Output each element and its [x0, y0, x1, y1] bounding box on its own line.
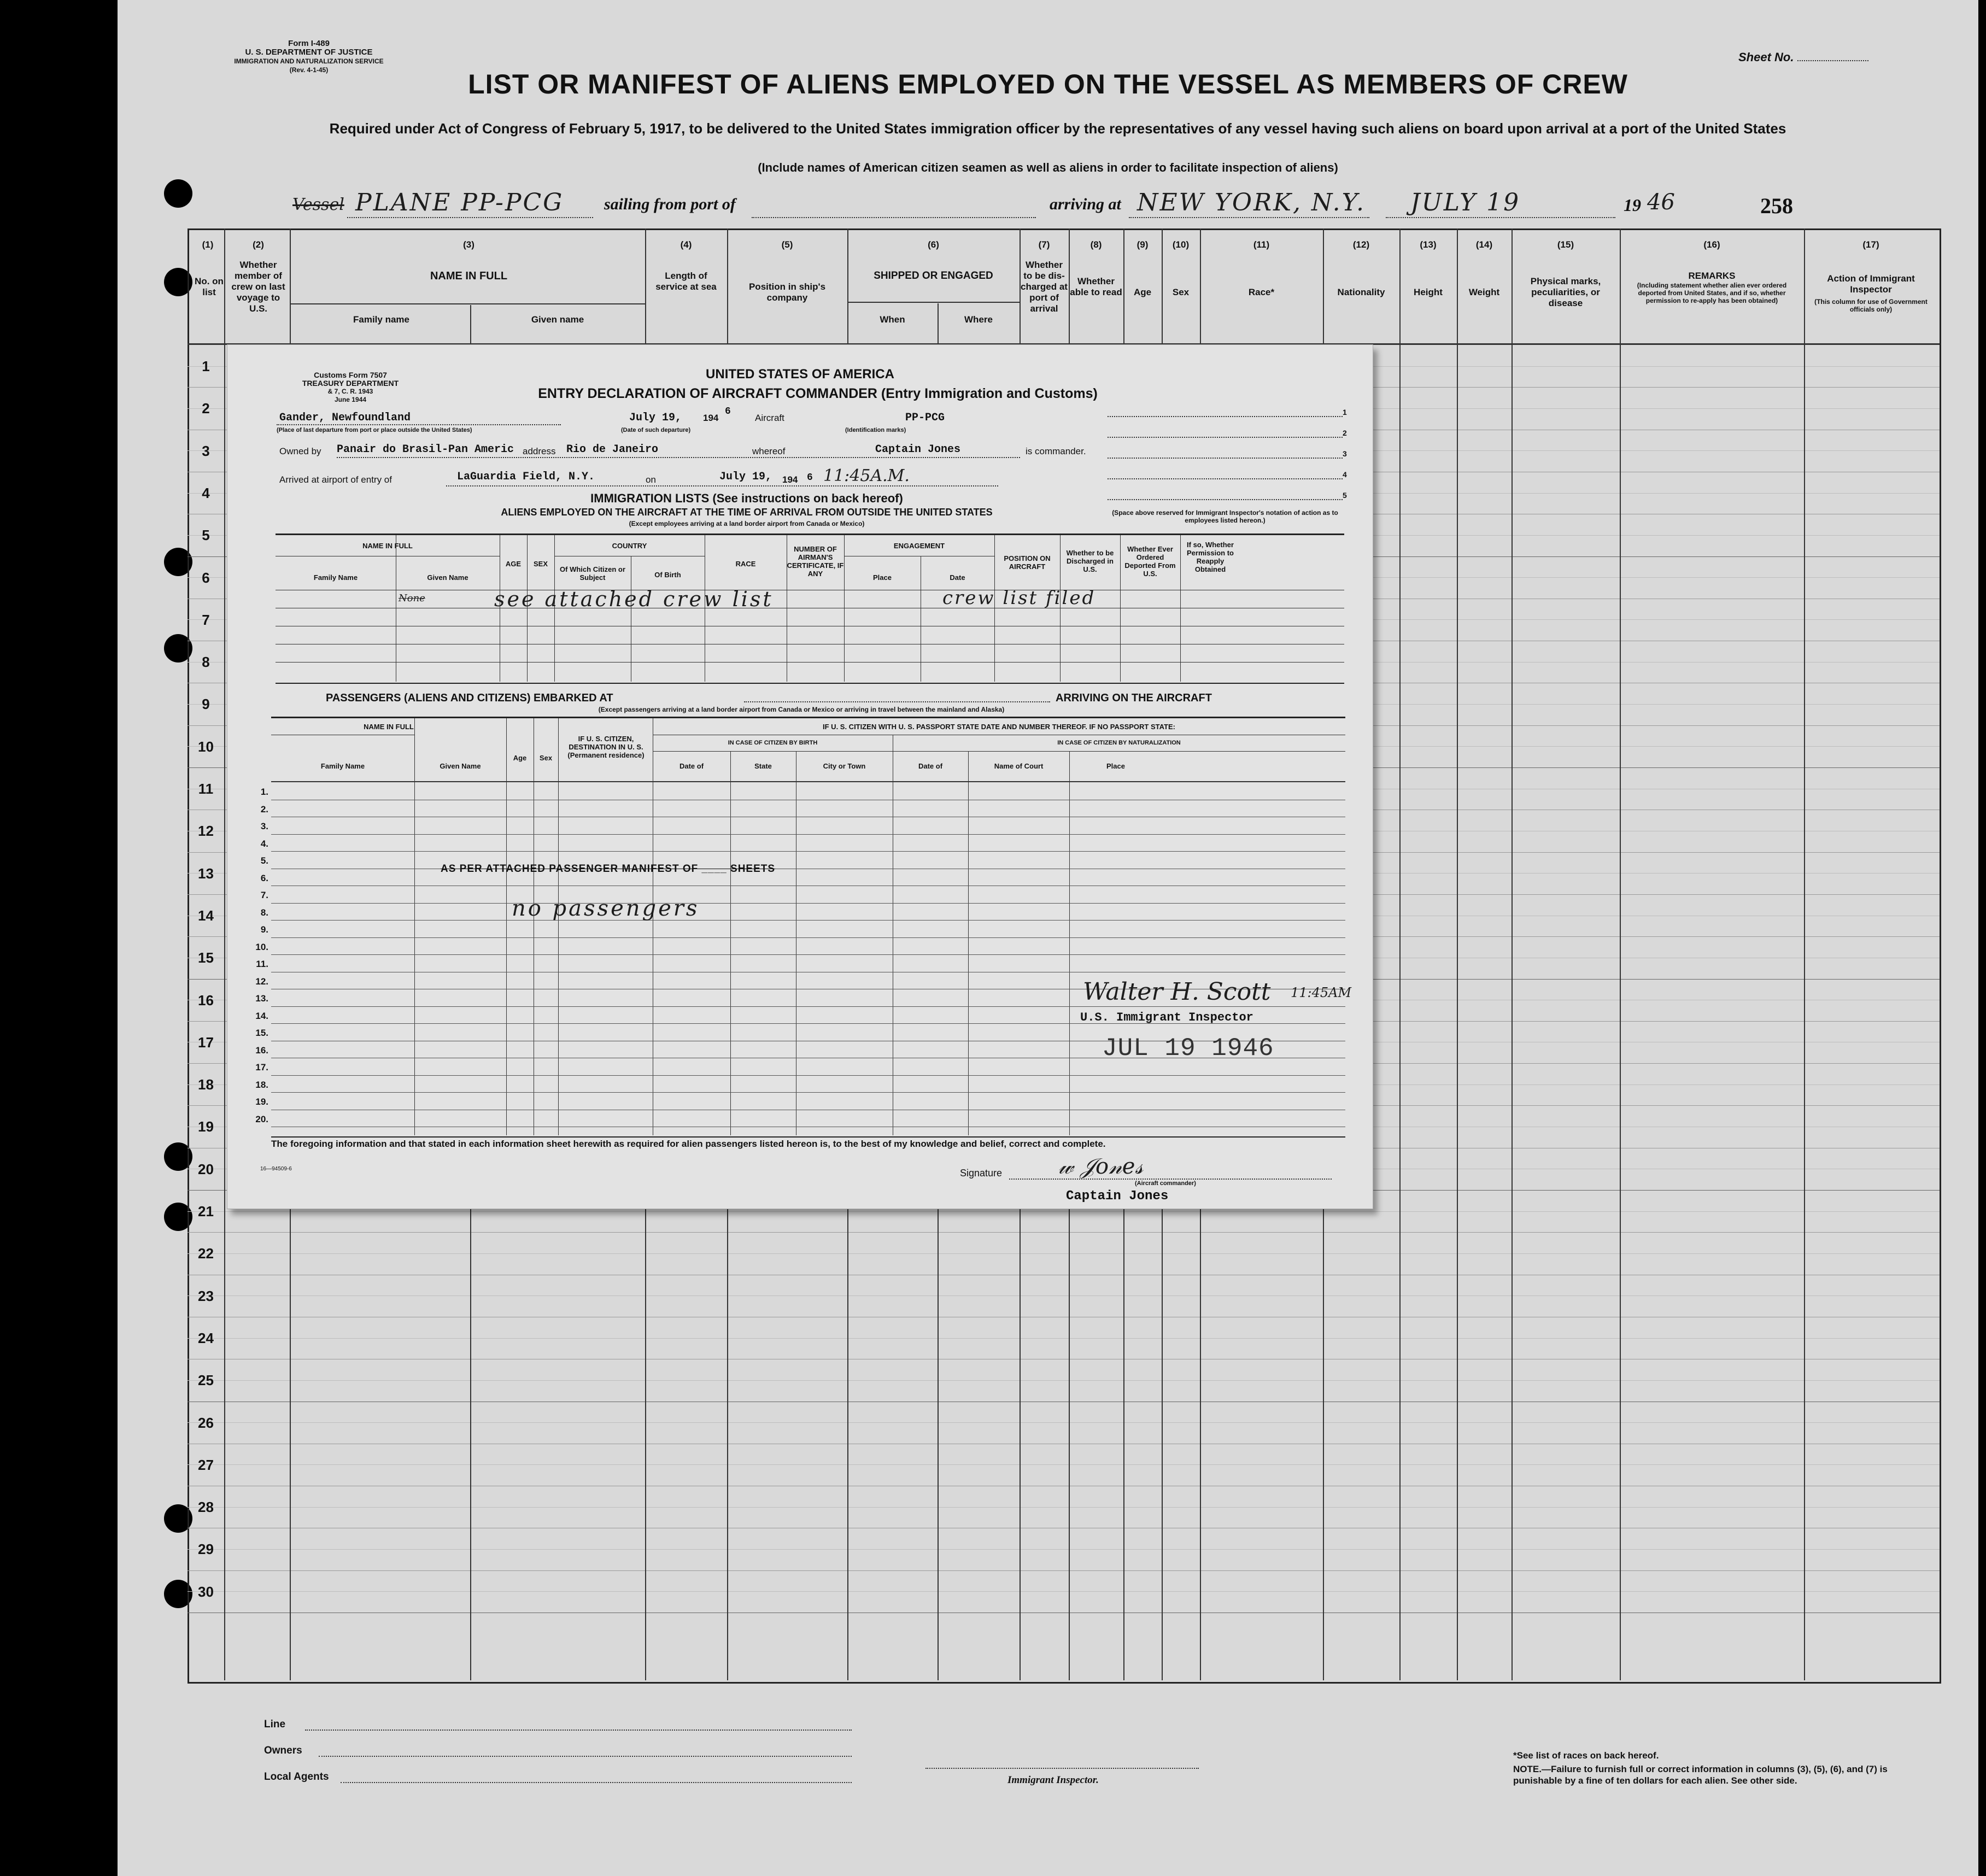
row-number: 9: [202, 696, 210, 712]
pass-th-name: NAME IN FULL: [364, 723, 414, 731]
passenger-row-number: 6.: [260, 873, 268, 883]
col-line: [1457, 228, 1458, 1680]
row-subruling: [188, 1464, 1940, 1465]
footer-owners-label: Owners: [264, 1745, 302, 1756]
passenger-row-number: 15.: [255, 1028, 268, 1038]
col-hdr-6a: When: [880, 314, 905, 325]
row-number: 21: [198, 1203, 214, 1220]
col-hdr-7: Whether to be dis-charged at port of arrival: [1021, 260, 1068, 314]
pass-th-naturalization: IN CASE OF CITIZEN BY NATURALIZATION: [1057, 740, 1181, 746]
crew-th-discharged: Whether to be Discharged in U.S.: [1066, 549, 1114, 573]
pass-th-family: Family Name: [320, 762, 365, 770]
row-subruling: [188, 1507, 1940, 1508]
passenger-row-number: 3.: [260, 821, 268, 831]
aircraft-value: PP-PCG: [905, 412, 945, 424]
cfr: & 7, C. R. 1943: [327, 388, 373, 395]
passenger-row-number: 9.: [260, 924, 268, 935]
passenger-row-number: 5.: [260, 855, 268, 866]
row-number: 5: [202, 527, 210, 543]
side-num-3: 3: [1343, 449, 1347, 458]
row-number: 1: [202, 358, 210, 374]
arrived-year: 194: [782, 474, 798, 485]
crew-row-line: [276, 662, 1344, 663]
shipped-subheader-line: [847, 302, 1020, 303]
row-number: 26: [198, 1415, 214, 1431]
row-number: 24: [198, 1330, 214, 1346]
crew-table: [276, 534, 1344, 684]
row-subruling: [188, 1211, 1940, 1212]
row-number: 27: [198, 1457, 214, 1473]
col-num-1: (1): [202, 239, 214, 250]
entry-declaration-insert: [227, 344, 1373, 1209]
arrived-value: LaGuardia Field, N.Y.: [457, 471, 595, 483]
crew-strike: None: [399, 593, 425, 604]
commander-value: Captain Jones: [875, 443, 961, 456]
col-line: [1620, 228, 1621, 1680]
col-line: [224, 228, 225, 1680]
row-ruling: [188, 1232, 1940, 1233]
arrived-label: Arrived at airport of entry of: [279, 474, 392, 485]
col-hdr-17-note: (This column for use of Government officials only): [1814, 298, 1928, 313]
owned-by-label: Owned by: [279, 446, 321, 456]
side-num-5: 5: [1343, 491, 1347, 500]
row-number: 29: [198, 1541, 214, 1557]
sheet-no-label: Sheet No.: [1738, 50, 1794, 64]
col-num-15: (15): [1557, 239, 1574, 250]
col-hdr-17: Action of Immigrant Inspector: [1827, 273, 1915, 295]
passenger-row-number: 7.: [260, 890, 268, 900]
inspector-title: U.S. Immigrant Inspector: [1080, 1011, 1253, 1024]
row-number: 28: [198, 1499, 214, 1515]
row-number: 7: [202, 612, 210, 628]
side-num-4: 4: [1343, 470, 1347, 479]
footer-line-underline: [305, 1730, 852, 1731]
passenger-row-number: 14.: [255, 1011, 268, 1021]
reserved-line: [1108, 437, 1343, 438]
year-value: 46: [1647, 190, 1675, 215]
crew-th-country: COUNTRY: [612, 542, 647, 550]
col-num-5: (5): [781, 239, 793, 250]
col-line: [1399, 228, 1401, 1680]
arriving-value: NEW YORK, N.Y.: [1137, 189, 1366, 216]
crew-th-reapply: If so, Whether Permission to Reapply Obtained: [1187, 541, 1234, 573]
crew-th-engagement: ENGAGEMENT: [893, 542, 945, 550]
on-label: on: [646, 474, 656, 485]
col-num-16: (16): [1703, 239, 1720, 250]
passenger-row-line: [271, 937, 1345, 938]
row-number: 10: [198, 738, 214, 755]
passenger-row-number: 4.: [260, 839, 268, 849]
reserved-line: [1108, 499, 1343, 500]
passenger-rows: [255, 782, 1345, 1132]
passengers-except: (Except passengers arriving at a land border airport from Canada or Mexico or arriving in travel between the mainland and Alaska): [598, 706, 1005, 713]
row-number: 2: [202, 400, 210, 417]
row-number: 6: [202, 570, 210, 586]
col-hdr-5: Position in ship's company: [748, 282, 826, 303]
reserved-line: [1108, 416, 1343, 417]
address-value: Rio de Janeiro: [566, 443, 659, 456]
passenger-row-line: [271, 954, 1345, 955]
col-hdr-16-note: (Including statement whether alien ever ordered deported from United States, and if so, whether permission to re-apply has been obtained): [1637, 282, 1787, 304]
row-subruling: [188, 1422, 1940, 1423]
col-hdr-3: NAME IN FULL: [430, 270, 508, 282]
row-number: 22: [198, 1245, 214, 1262]
side-num-2: 2: [1343, 429, 1347, 437]
manifest-page: [118, 0, 1978, 1876]
struck-text: AS PER ATTACHED PASSENGER MANIFEST OF ____ SHEETS: [441, 863, 776, 875]
passenger-row-number: 2.: [260, 804, 268, 814]
signature-underline: [1009, 1179, 1332, 1180]
footer: [188, 1680, 1940, 1844]
name-subheader-line: [290, 303, 645, 304]
pass-th-passport: IF U. S. CITIZEN WITH U. S. PASSPORT STATE DATE AND NUMBER THEREOF. IF NO PASSPORT STATE:: [823, 723, 1175, 731]
row-number: 15: [198, 949, 214, 966]
insert-country: UNITED STATES OF AMERICA: [706, 367, 894, 382]
col-line: [1512, 228, 1513, 1680]
passenger-row-number: 13.: [255, 993, 268, 1004]
signature-caption: (Aircraft commander): [1135, 1180, 1196, 1187]
col-num-8: (8): [1090, 239, 1102, 250]
inspector-time: 11:45AM: [1291, 985, 1352, 1000]
place-caption: (Place of last departure from port or place outside the United States): [277, 427, 472, 433]
passenger-row-line: [271, 920, 1345, 921]
place-of-departure: Gander, Newfoundland: [279, 412, 411, 424]
aircraft-label: Aircraft: [755, 413, 784, 423]
row-number: 23: [198, 1288, 214, 1304]
row-number: 20: [198, 1161, 214, 1177]
footer-line-label: Line: [264, 1719, 286, 1730]
col-num-2: (2): [253, 239, 264, 250]
col-hdr-9: Age: [1133, 287, 1152, 297]
passenger-row-line: [271, 1006, 1345, 1007]
crew-th-family: Family Name: [313, 573, 358, 582]
col-hdr-6b: Where: [964, 314, 993, 325]
col-hdr-2: Whether member of crew on last voyage to U.S.: [231, 260, 285, 314]
crew-th-cert: NUMBER OF AIRMAN'S CERTIFICATE, IF ANY: [787, 545, 844, 578]
side-num-1: 1: [1343, 408, 1347, 417]
passenger-row-line: [271, 834, 1345, 835]
passengers-arriving: ARRIVING ON THE AIRCRAFT: [1056, 692, 1212, 704]
passengers-title: PASSENGERS (ALIENS AND CITIZENS) EMBARKED AT: [326, 692, 613, 704]
col-num-11: (11): [1253, 239, 1270, 250]
aliens-except: (Except employees arriving at a land border airport from Canada or Mexico): [629, 520, 865, 527]
col-hdr-3a: Family name: [353, 314, 409, 325]
col-line: [1804, 228, 1805, 1680]
crew-th-citizen: Of Which Citizen or Subject: [560, 565, 625, 582]
passenger-row-number: 8.: [260, 907, 268, 918]
col-hdr-12: Nationality: [1337, 287, 1385, 297]
inspector-underline: [925, 1768, 1199, 1769]
col-num-3: (3): [463, 239, 474, 250]
year-departure: 194: [703, 413, 719, 423]
col-num-6: (6): [928, 239, 939, 250]
col-hdr-16: REMARKS: [1688, 271, 1736, 281]
vessel-value: PLANE PP-PCG: [355, 189, 564, 216]
form-id: Form I-489: [288, 39, 330, 48]
service: IMMIGRATION AND NATURALIZATION SERVICE: [234, 57, 384, 65]
col-hdr-1: No. on list: [195, 276, 224, 297]
aircraft-caption: (Identification marks): [845, 427, 906, 433]
col-num-10: (10): [1172, 239, 1190, 250]
sailing-label: sailing from port of: [604, 195, 736, 213]
col-hdr-15: Physical marks, peculiarities, or disease: [1530, 276, 1601, 308]
crew-th-name: NAME IN FULL: [362, 542, 413, 550]
row-subruling: [188, 1295, 1940, 1296]
is-commander: is commander.: [1026, 446, 1086, 456]
crew-th-sex: SEX: [533, 560, 548, 568]
department: U. S. DEPARTMENT OF JUSTICE: [245, 48, 373, 57]
row-subruling: [188, 1253, 1940, 1254]
row-ruling: [188, 1570, 1940, 1571]
passenger-row-number: 1.: [260, 787, 268, 797]
footer-agents-label: Local Agents: [264, 1771, 329, 1783]
page-title: LIST OR MANIFEST OF ALIENS EMPLOYED ON THE VESSEL AS MEMBERS OF CREW: [468, 69, 1628, 99]
row-numbers: [188, 0, 224, 1876]
owned-underline: [337, 457, 1020, 458]
passenger-row-number: 18.: [255, 1080, 268, 1090]
crew-th-place: Place: [873, 573, 892, 582]
subtitle-note: (Include names of American citizen seamen as well as aliens in order to facilitate inspection of aliens): [758, 161, 1338, 174]
year-departure-digit: 6: [725, 406, 731, 417]
crew-th-age: AGE: [505, 560, 522, 568]
year-prefix: 19: [1624, 195, 1641, 215]
row-number: 4: [202, 485, 210, 501]
pass-th-age: Age: [513, 754, 527, 762]
arriving-label: arriving at: [1050, 195, 1121, 213]
row-subruling: [188, 1591, 1940, 1592]
crew-handwritten2: crew list filed: [942, 587, 1096, 609]
crew-th-position: POSITION ON AIRCRAFT: [1004, 554, 1051, 571]
arrived-underline: [446, 485, 998, 486]
passenger-row-number: 16.: [255, 1045, 268, 1056]
row-number: 11: [198, 781, 214, 797]
crew-th-date: Date: [950, 573, 965, 582]
passenger-row-line: [271, 1092, 1345, 1093]
pass-th-sex: Sex: [539, 754, 553, 762]
col-num-4: (4): [680, 239, 692, 250]
june: June 1944: [334, 396, 367, 403]
passenger-row-number: 19.: [255, 1097, 268, 1107]
col-num-17: (17): [1862, 239, 1879, 250]
row-subruling: [188, 1380, 1940, 1381]
passenger-row-line: [271, 1075, 1345, 1076]
foregoing: The foregoing information and that stated in each information sheet herewith as required for alien passengers listed hereon is, to the best of my knowledge and belief, correct and complete.: [271, 1139, 1106, 1149]
col-num-7: (7): [1038, 239, 1050, 250]
col-hdr-4: Length of service at sea: [655, 271, 717, 292]
inspector-signature: Walter H. Scott: [1083, 978, 1271, 1006]
footer-owners-underline: [319, 1756, 852, 1757]
row-number: 17: [198, 1034, 214, 1051]
address-label: address: [523, 446, 556, 456]
immigration-lists: IMMIGRATION LISTS (See instructions on back hereof): [590, 491, 903, 505]
pass-th-given: Given Name: [440, 762, 481, 770]
crew-th-birth: Of Birth: [654, 571, 681, 579]
passenger-row-number: 10.: [255, 942, 268, 952]
passenger-row-number: 17.: [255, 1062, 268, 1072]
crew-col-line: [844, 535, 845, 682]
col-num-14: (14): [1475, 239, 1493, 250]
crew-handwritten: see attached crew list: [494, 587, 774, 611]
passenger-row-number: 11.: [256, 959, 268, 969]
col-hdr-14: Weight: [1468, 287, 1500, 297]
col-num-13: (13): [1420, 239, 1437, 250]
signature-label: Signature: [960, 1168, 1003, 1179]
footer-agents-underline: [341, 1782, 852, 1783]
page-number: 258: [1760, 194, 1793, 218]
aliens-employed: ALIENS EMPLOYED ON THE AIRCRAFT AT THE TIME OF ARRIVAL FROM OUTSIDE THE UNITED STATES: [501, 507, 993, 518]
vessel-label: Vessel: [292, 195, 344, 214]
owned-by-value: Panair do Brasil-Pan Americ: [337, 443, 514, 456]
arrived-date: July 19,: [719, 471, 772, 483]
no-passengers: no passengers: [512, 896, 700, 921]
row-number: 12: [198, 823, 214, 839]
row-number: 18: [198, 1076, 214, 1093]
row-number: 19: [198, 1118, 214, 1135]
departure-underline: [277, 424, 561, 425]
row-number: 25: [198, 1372, 214, 1388]
row-number: 8: [202, 654, 210, 670]
insert-title: ENTRY DECLARATION OF AIRCRAFT COMMANDER (Entry Immigration and Customs): [538, 386, 1098, 401]
pass-th-state: State: [754, 762, 772, 770]
passengers-underline: [744, 701, 1050, 702]
crew-th-race: RACE: [735, 560, 756, 568]
passenger-table: [255, 717, 1352, 1138]
row-number: 3: [202, 443, 210, 459]
reserved-note: (Space above reserved for Immigrant Inspector's notation of action as to employees listed hereon.): [1112, 509, 1338, 524]
arrived-time: 11:45A.M.: [823, 466, 910, 485]
col-num-12: (12): [1352, 239, 1370, 250]
col-hdr-3b: Given name: [531, 314, 584, 325]
footer-inspector-label: Immigrant Inspector.: [1007, 1774, 1099, 1786]
row-number: 16: [198, 992, 214, 1009]
signature-scrawl: 𝓌 𝒥𝑜𝓃𝑒𝓈: [1058, 1154, 1144, 1179]
date-value: JULY 19: [1410, 189, 1521, 216]
footer-races-note: *See list of races on back hereof.: [1513, 1750, 1659, 1761]
row-number: 14: [198, 907, 214, 924]
stamp-date: JUL 19 1946: [1102, 1034, 1274, 1063]
footer-note: NOTE.—Failure to furnish full or correct information in columns (3), (5), (6), and (7) is punishable by a fine of ten dollars for each alien. See other side.: [1513, 1764, 1888, 1786]
col-hdr-11: Race*: [1248, 287, 1275, 297]
row-subruling: [188, 1338, 1940, 1339]
row-subruling: [188, 1549, 1940, 1550]
print-code: 16—94509-6: [260, 1166, 292, 1172]
passenger-row-line: [271, 903, 1345, 904]
pass-th-birth-date: Date of: [679, 762, 704, 770]
pass-th-court: Name of Court: [994, 762, 1044, 770]
date-caption: (Date of such departure): [621, 427, 691, 433]
revision: (Rev. 4-1-45): [289, 66, 329, 74]
reserved-line: [1108, 458, 1343, 459]
col-hdr-6: SHIPPED OR ENGAGED: [874, 270, 993, 282]
col-hdr-13: Height: [1414, 287, 1443, 297]
col-num-9: (9): [1136, 239, 1149, 250]
crew-th-given: Given Name: [427, 573, 468, 582]
pass-th-dest: IF U. S. CITIZEN, DESTINATION IN U. S. (Permanent residence): [567, 735, 645, 759]
pass-sub-line: [653, 751, 1345, 752]
col-hdr-10: Sex: [1172, 287, 1190, 297]
subtitle: Required under Act of Congress of February 5, 1917, to be delivered to the United States immigration officer by the representatives of any vessel having such aliens on board upon arrival at a port of the United States: [329, 120, 1786, 137]
passenger-row-number: 20.: [255, 1114, 268, 1124]
treasury: TREASURY DEPARTMENT: [302, 379, 399, 388]
row-number: 30: [198, 1584, 214, 1600]
passenger-row-number: 12.: [255, 976, 268, 987]
passenger-row-line: [271, 851, 1345, 852]
row-number: 13: [198, 865, 214, 882]
col-hdr-8: Whether able to read: [1070, 276, 1122, 297]
customs-form: Customs Form 7507: [314, 371, 387, 379]
date-departure: July 19,: [629, 412, 682, 424]
pass-th-nat-date: Date of: [918, 762, 943, 770]
pass-th-place: Place: [1106, 762, 1125, 770]
signed-name: Captain Jones: [1066, 1189, 1169, 1204]
pass-th-city: City or Town: [823, 762, 866, 770]
whereof-label: whereof: [752, 446, 786, 456]
pass-th-birth: IN CASE OF CITIZEN BY BIRTH: [728, 740, 818, 746]
crew-th-deported: Whether Ever Ordered Deported From U.S.: [1124, 545, 1176, 578]
reserved-line: [1108, 478, 1343, 479]
arrived-year-digit: 6: [807, 472, 813, 483]
